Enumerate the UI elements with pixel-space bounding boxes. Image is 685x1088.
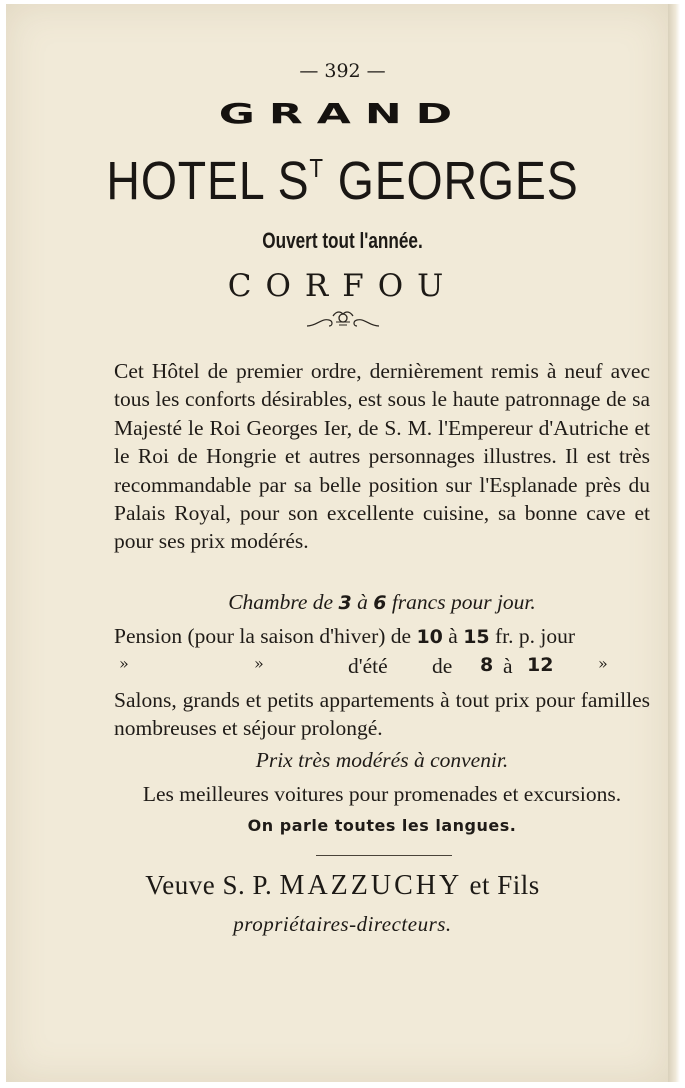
room-price-post: francs pour jour.: [391, 590, 536, 614]
pension-summer-from: 8: [480, 654, 494, 676]
pension-winter-to: 15: [463, 626, 490, 648]
owner-initials: S. P.: [222, 870, 273, 900]
hotel-name-pre: HOTEL S: [106, 151, 310, 211]
description-block: [114, 357, 650, 556]
description-paragraph: Cet Hôtel de premier ordre, dernièrement remis à neuf avec tous les conforts désirables, est sous le haute patronnage de sa Majesté le Roi Georges Ier, de S. M. l'Empereur d'Autriche et le Roi de Hongrie et autres personnages illustres. Il est très recommandable par sa belle position sur l'Esplanade près du Palais Royal, pour son excellente cuisine, sa bonne cave et pour ses prix modérés.: [114, 359, 650, 554]
pension-summer-a: à: [503, 654, 513, 678]
owner-post: et Fils: [469, 870, 540, 900]
owner-role: propriétaires-directeurs.: [233, 912, 452, 936]
carriages-note: Les meilleures voitures pour promenades et excursions.: [142, 782, 622, 806]
pension-summer-to: 12: [527, 654, 554, 676]
hotel-name-post: GEORGES: [337, 151, 579, 211]
pension-winter-pre: Pension (pour la saison d'hiver) de: [114, 624, 412, 648]
hotel-name: [48, 150, 637, 212]
languages-note: On parle toutes les langues.: [247, 816, 517, 835]
city-name: CORFOU: [227, 268, 458, 304]
vine-flourish-icon: [0, 306, 685, 336]
room-price-to: 6: [373, 592, 387, 614]
salons-text: Salons, grands et petits appartements à tout prix pour familles nombreuses et séjour prolongé.: [114, 688, 650, 741]
pension-winter-a: à: [448, 624, 458, 648]
ditto-mark-1: »: [119, 654, 129, 673]
page-number: — 392 —: [299, 60, 386, 82]
pension-winter-post: fr. p. jour: [495, 624, 576, 648]
pension-winter-line: [114, 624, 650, 649]
room-price-pre: Chambre de: [228, 590, 334, 614]
room-price-line: [114, 590, 650, 615]
ditto-mark-2: »: [254, 654, 264, 673]
price-note: Prix très modérés à convenir.: [255, 748, 509, 772]
opening-note: Ouvert tout l'année.: [262, 228, 423, 253]
owner-line: [0, 870, 685, 902]
pension-summer-de: de: [432, 654, 453, 678]
owner-name: MAZZUCHY: [279, 870, 463, 901]
ditto-mark-3: »: [598, 654, 608, 673]
room-price-a: à: [357, 590, 368, 614]
title-grand: GRAND: [218, 98, 467, 130]
pension-summer-season: d'été: [348, 654, 388, 678]
pension-winter-from: 10: [416, 626, 443, 648]
owner-pre: Veuve: [145, 870, 216, 900]
salons-block: [114, 686, 650, 743]
hotel-name-sup: T: [309, 153, 324, 183]
divider-rule: [316, 855, 452, 856]
room-price-from: 3: [338, 592, 352, 614]
